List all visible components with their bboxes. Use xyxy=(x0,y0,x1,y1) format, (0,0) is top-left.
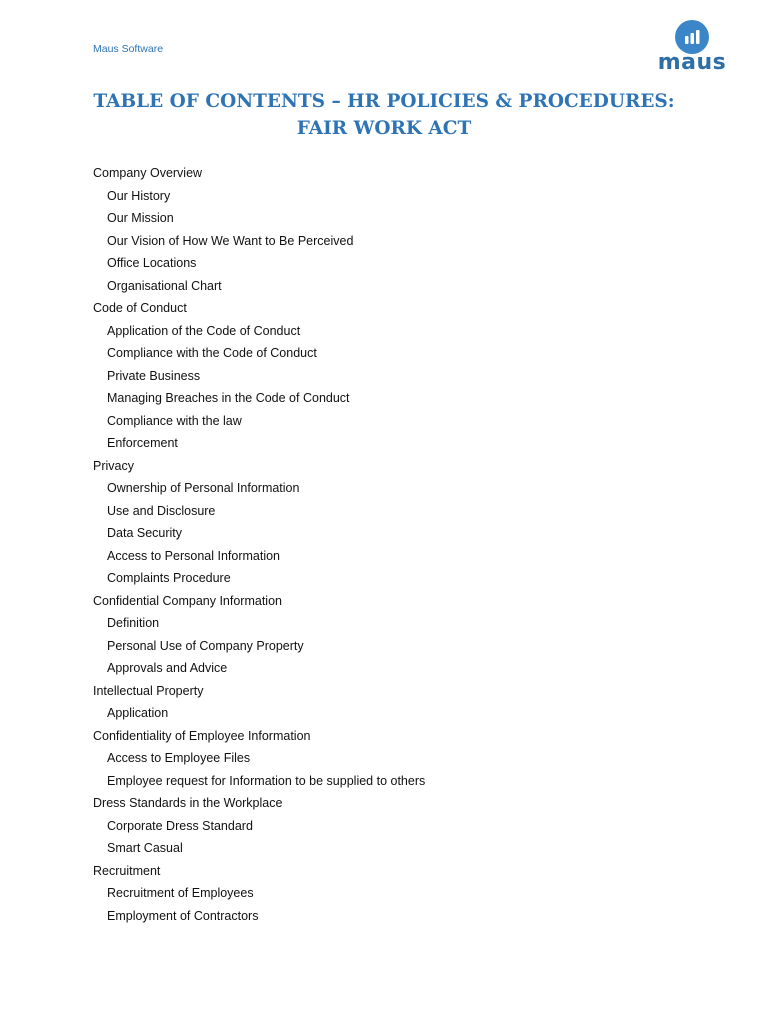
toc-subsection[interactable]: Ownership of Personal Information xyxy=(107,481,300,495)
toc-subsection[interactable]: Our Mission xyxy=(107,211,174,225)
toc-subsection[interactable]: Use and Disclosure xyxy=(107,503,216,518)
toc-subsection[interactable]: Access to Personal Information xyxy=(107,548,280,563)
toc-section[interactable]: Confidential Company Information xyxy=(93,593,282,608)
toc-subsection[interactable]: Employee request for Information to be supplied to others xyxy=(107,773,426,788)
toc-subsection[interactable]: Enforcement xyxy=(107,436,178,450)
toc-subsection[interactable]: Employment of Contractors xyxy=(107,908,259,923)
toc-section[interactable]: Recruitment xyxy=(93,863,161,878)
toc-section[interactable]: Privacy xyxy=(93,458,134,473)
toc-subsection[interactable]: Corporate Dress Standard xyxy=(107,818,253,833)
toc-subsection[interactable]: Office Locations xyxy=(107,256,197,270)
toc-subsection[interactable]: Complaints Procedure xyxy=(107,571,231,585)
toc-subsection[interactable]: Compliance with the law xyxy=(107,413,242,428)
title-line-2: FAIR WORK ACT xyxy=(296,118,472,139)
title-line-1: TABLE OF CONTENTS – HR POLICIES & PROCEDURES: xyxy=(93,91,675,112)
toc-subsection[interactable]: Smart Casual xyxy=(107,841,183,855)
toc-section[interactable]: Company Overview xyxy=(93,166,203,180)
toc-subsection[interactable]: Organisational Chart xyxy=(107,278,222,293)
toc-section[interactable]: Code of Conduct xyxy=(93,301,187,315)
toc-subsection[interactable]: Our History xyxy=(107,188,171,203)
bar-chart-icon xyxy=(675,20,709,54)
toc-subsection[interactable]: Approvals and Advice xyxy=(107,661,228,675)
toc-subsection[interactable]: Data Security xyxy=(107,526,183,540)
toc-subsection[interactable]: Application of the Code of Conduct xyxy=(107,323,301,338)
toc-subsection[interactable]: Private Business xyxy=(107,368,201,383)
table-of-contents xyxy=(93,162,693,927)
toc-subsection[interactable]: Access to Employee Files xyxy=(107,751,251,765)
toc-subsection[interactable]: Our Vision of How We Want to Be Perceived xyxy=(107,233,354,248)
toc-subsection[interactable]: Compliance with the Code of Conduct xyxy=(107,346,317,360)
toc-subsection[interactable]: Managing Breaches in the Code of Conduct xyxy=(107,391,350,405)
toc-subsection[interactable]: Definition xyxy=(107,616,160,630)
logo xyxy=(654,20,730,78)
toc-subsection[interactable]: Application xyxy=(107,706,169,720)
toc-subsection[interactable]: Recruitment of Employees xyxy=(107,886,254,900)
toc-section[interactable]: Dress Standards in the Workplace xyxy=(93,796,283,810)
toc-subsection[interactable]: Personal Use of Company Property xyxy=(107,638,304,653)
header-brand: Maus Software xyxy=(93,43,164,55)
logo-text: maus xyxy=(657,50,727,75)
toc-section[interactable]: Confidentiality of Employee Information xyxy=(93,728,311,743)
toc-section[interactable]: Intellectual Property xyxy=(93,683,204,698)
page-title xyxy=(60,88,708,142)
